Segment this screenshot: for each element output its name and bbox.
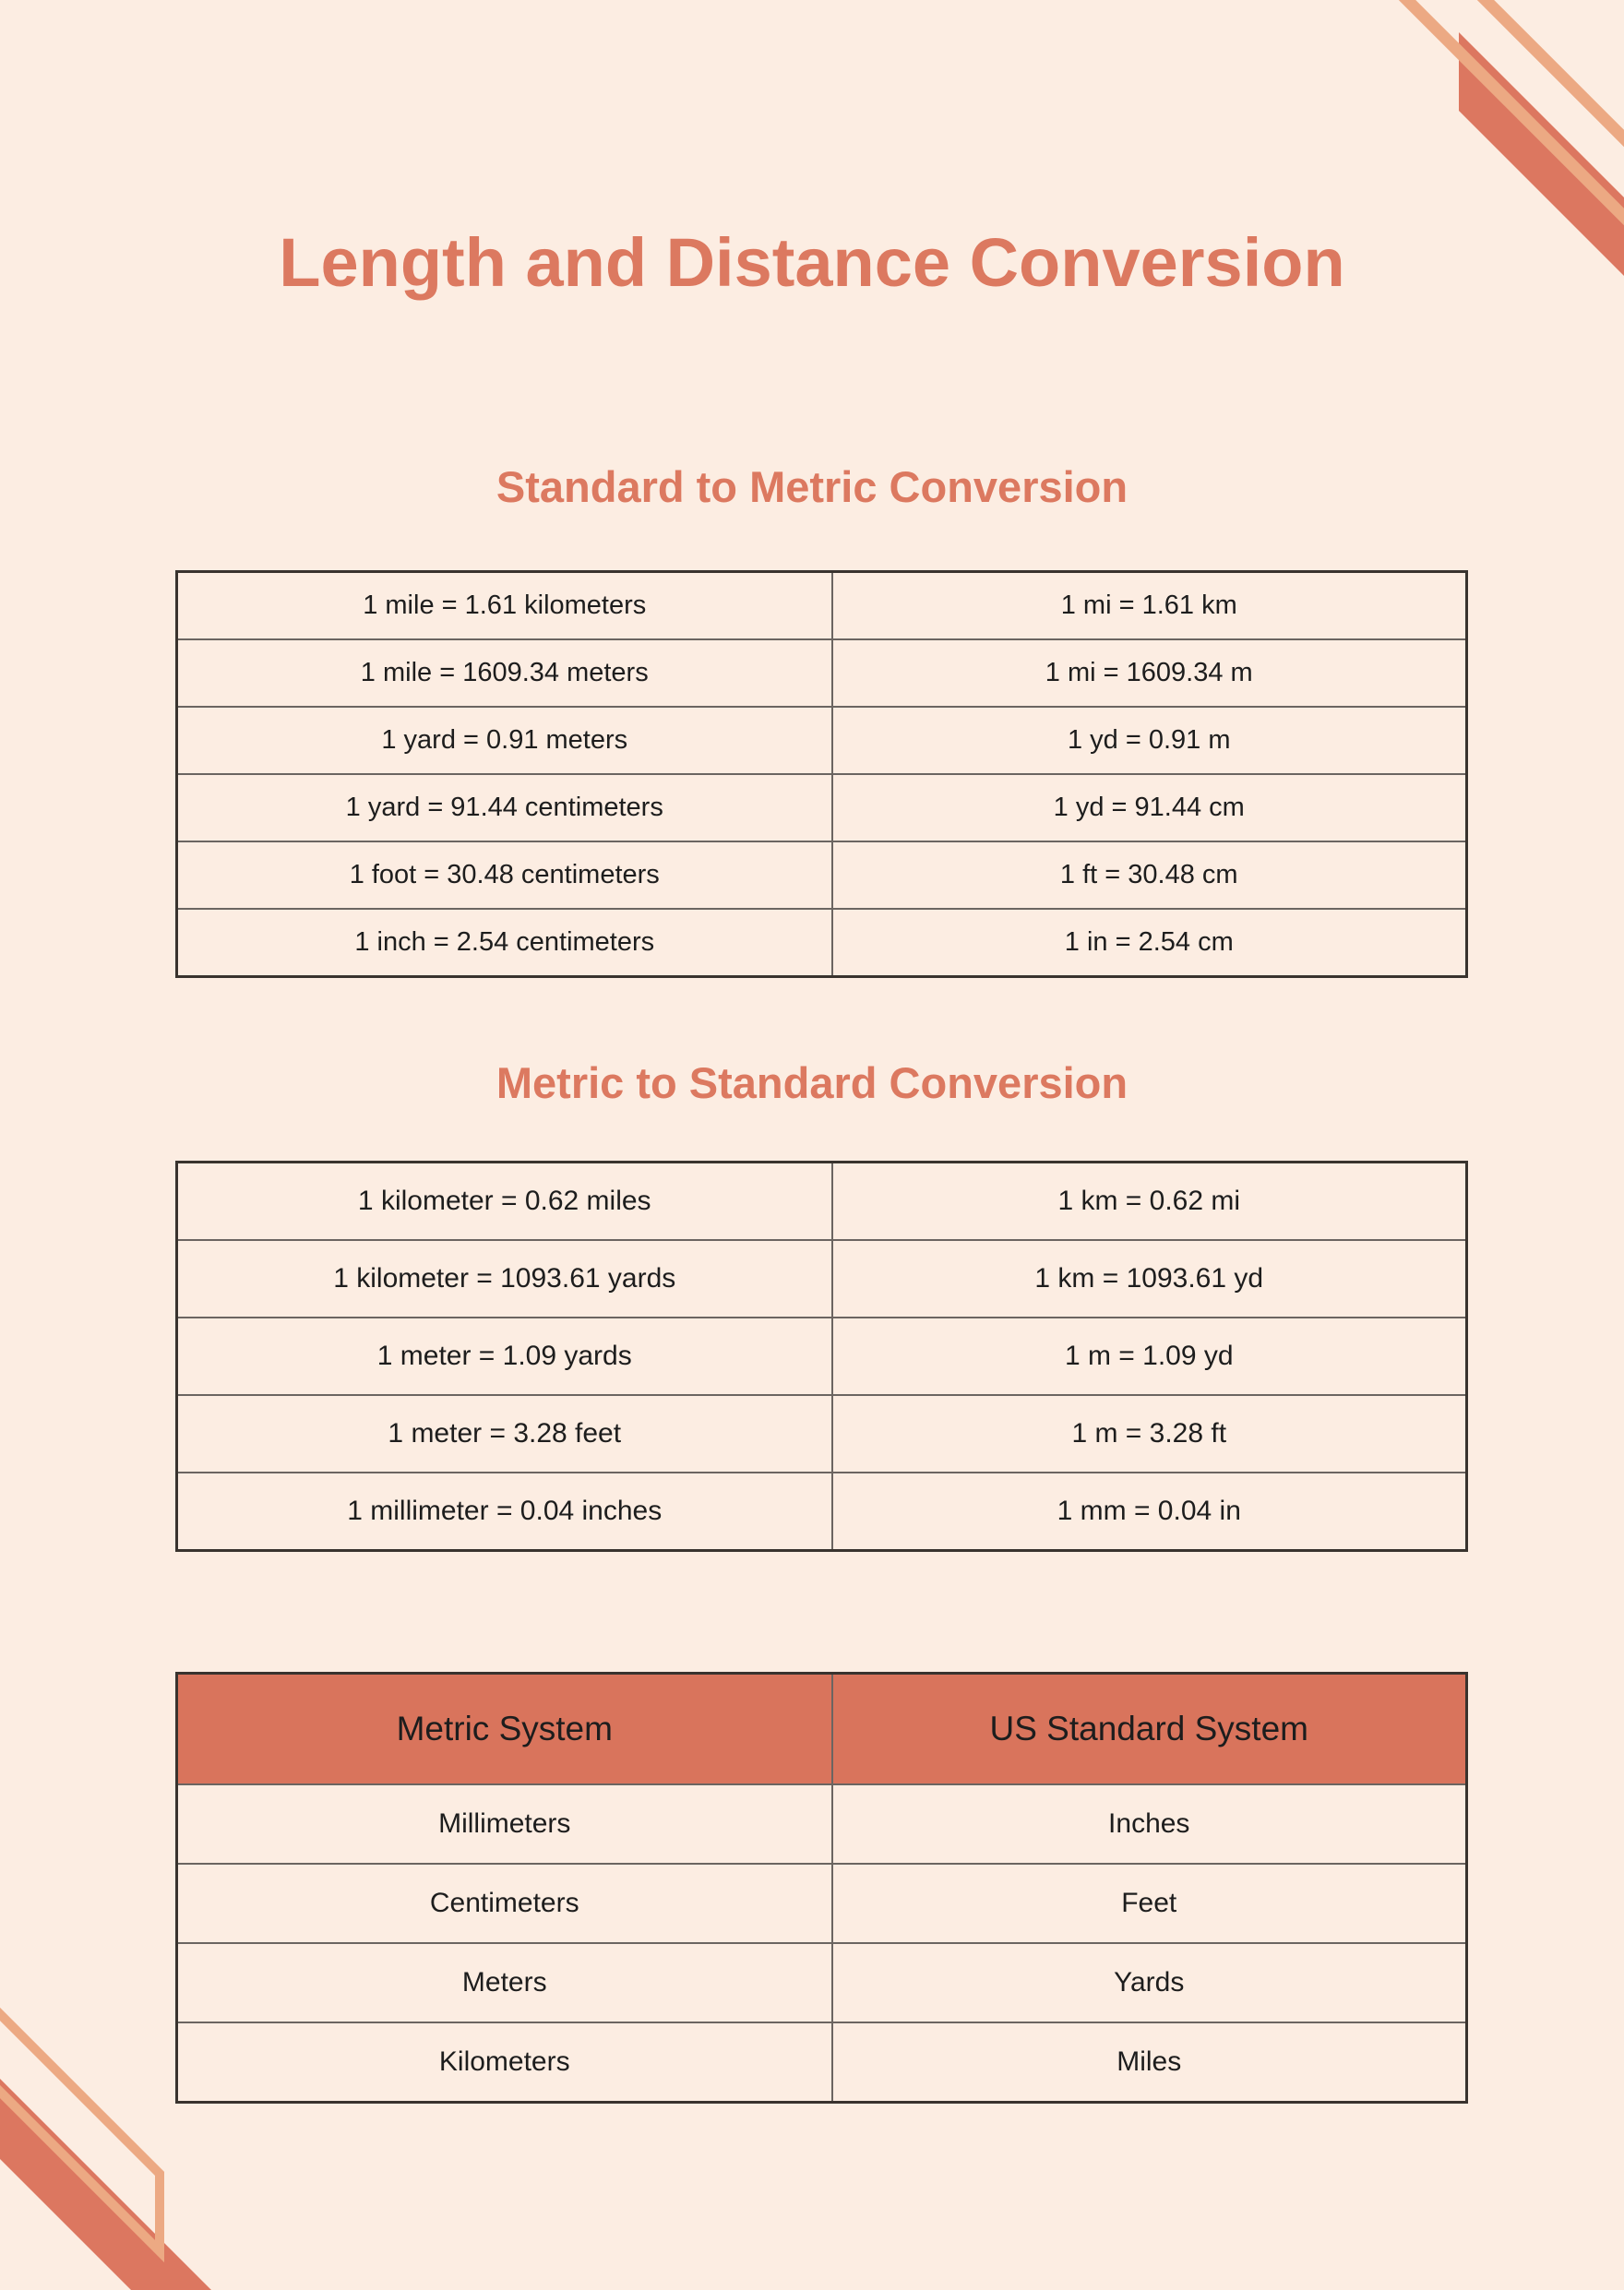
conversion-full-cell: 1 yard = 0.91 meters [177,707,832,774]
corner-decoration-top-right [1255,0,1624,369]
system-comparison-table [175,1672,1468,2104]
table-row [177,1163,1467,1241]
table-row [177,1240,1467,1318]
table-row [177,1395,1467,1473]
conversion-abbrev-cell: 1 km = 0.62 mi [832,1163,1467,1241]
table-row [177,1473,1467,1551]
table-row [177,1943,1467,2022]
table-row [177,1784,1467,1864]
conversion-full-cell: 1 inch = 2.54 centimeters [177,909,832,977]
conversion-abbrev-cell: 1 yd = 91.44 cm [832,774,1467,841]
table-header-row [177,1674,1467,1785]
section-heading-standard-to-metric: Standard to Metric Conversion [496,462,1128,511]
standard-unit-cell: Inches [832,1784,1467,1864]
standard-to-metric-table [175,570,1468,978]
conversion-abbrev-cell: 1 mi = 1.61 km [832,572,1467,640]
conversion-abbrev-cell: 1 mm = 0.04 in [832,1473,1467,1551]
table-row [177,2022,1467,2103]
metric-unit-cell: Meters [177,1943,832,2022]
standard-unit-cell: Feet [832,1864,1467,1943]
table-row [177,639,1467,707]
conversion-abbrev-cell: 1 m = 3.28 ft [832,1395,1467,1473]
conversion-full-cell: 1 kilometer = 1093.61 yards [177,1240,832,1318]
conversion-full-cell: 1 foot = 30.48 centimeters [177,841,832,909]
table-row [177,1864,1467,1943]
conversion-abbrev-cell: 1 km = 1093.61 yd [832,1240,1467,1318]
conversion-full-cell: 1 mile = 1609.34 meters [177,639,832,707]
page-title: Length and Distance Conversion [279,224,1345,301]
standard-unit-cell: Miles [832,2022,1467,2103]
conversion-full-cell: 1 meter = 1.09 yards [177,1318,832,1395]
conversion-full-cell: 1 yard = 91.44 centimeters [177,774,832,841]
table-row [177,909,1467,977]
table-row [177,774,1467,841]
metric-unit-cell: Millimeters [177,1784,832,1864]
us-standard-system-header: US Standard System [832,1674,1467,1785]
conversion-full-cell: 1 millimeter = 0.04 inches [177,1473,832,1551]
conversion-abbrev-cell: 1 mi = 1609.34 m [832,639,1467,707]
table-row [177,1318,1467,1395]
conversion-full-cell: 1 kilometer = 0.62 miles [177,1163,832,1241]
conversion-full-cell: 1 mile = 1.61 kilometers [177,572,832,640]
conversion-abbrev-cell: 1 ft = 30.48 cm [832,841,1467,909]
conversion-full-cell: 1 meter = 3.28 feet [177,1395,832,1473]
metric-unit-cell: Kilometers [177,2022,832,2103]
metric-unit-cell: Centimeters [177,1864,832,1943]
metric-system-header: Metric System [177,1674,832,1785]
metric-to-standard-table [175,1161,1468,1552]
conversion-abbrev-cell: 1 yd = 0.91 m [832,707,1467,774]
standard-unit-cell: Yards [832,1943,1467,2022]
conversion-abbrev-cell: 1 m = 1.09 yd [832,1318,1467,1395]
table-row [177,707,1467,774]
conversion-abbrev-cell: 1 in = 2.54 cm [832,909,1467,977]
table-row [177,841,1467,909]
table-row [177,572,1467,640]
section-heading-metric-to-standard: Metric to Standard Conversion [496,1058,1128,1107]
